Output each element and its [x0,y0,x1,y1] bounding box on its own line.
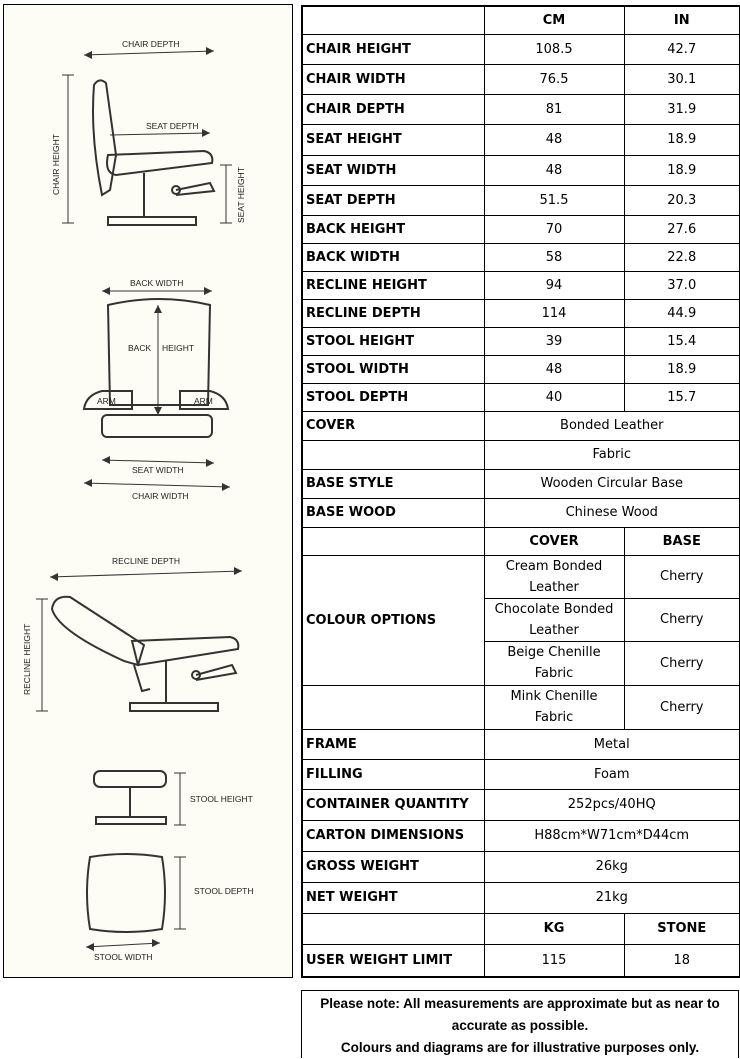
measurement-in: 15.7 [624,383,740,411]
measurement-cm: 70 [484,215,624,243]
seat-height-label: SEAT HEIGHT [236,167,246,223]
colour-cover-line1: Cream Bonded [505,558,603,574]
colour-base-cell: Cherry [624,685,740,729]
colour-cover-line2: Fabric [534,666,574,681]
spec-table [301,5,740,978]
measurement-cm: 81 [484,94,624,124]
gross-weight-value: 26kg [484,851,740,882]
frame-label: FRAME [302,729,484,759]
measurement-label: SEAT DEPTH [302,185,484,215]
measurement-in: 30.1 [624,64,740,94]
measurement-row [302,185,740,215]
colour-option-row [302,555,740,598]
stool-top-diagram [86,854,254,962]
seat-depth-label: SEAT DEPTH [146,121,199,131]
measurement-row [302,271,740,299]
carton-dimensions-label: CARTON DIMENSIONS [302,820,484,851]
measurement-in: 31.9 [624,94,740,124]
colour-cover-line1: Mink Chenille [510,689,598,704]
filling-label: FILLING [302,759,484,789]
measurement-in: 44.9 [624,299,740,327]
chair-side-diagram [51,39,246,225]
measurement-label: RECLINE DEPTH [302,299,484,327]
chair-width-label: CHAIR WIDTH [132,491,189,501]
measurement-in: 20.3 [624,185,740,215]
colour-cover-line1: Chocolate Bonded [494,601,614,617]
cover-blank [302,440,484,469]
measurement-cm: 48 [484,155,624,185]
measurement-cm: 76.5 [484,64,624,94]
measurements-body [302,34,740,411]
measurement-in: 18.9 [624,124,740,155]
measurement-row [302,34,740,64]
colour-base-cell: Cherry [624,555,740,598]
back-label: BACK [128,343,152,353]
units-header-blank [302,6,484,34]
kg-header: KG [484,913,624,944]
arm-right-label: ARM [194,396,213,406]
measurement-row [302,299,740,327]
base-style-value: Wooden Circular Base [484,469,740,498]
dimension-diagrams [3,4,293,978]
colour-cover-header: COVER [484,527,624,555]
colour-cover-cell [484,555,624,598]
measurement-label: CHAIR HEIGHT [302,34,484,64]
note-line-3: Colours and diagrams are for illustrative purposes only. [340,1040,700,1055]
measurement-row [302,243,740,271]
colour-cover-line2: Leather [529,579,579,595]
note-line-1: Please note: All measurements are approximate but as near to [320,996,720,1011]
measurement-cm: 48 [484,355,624,383]
gross-weight-label: GROSS WEIGHT [302,851,484,882]
user-weight-limit-label: USER WEIGHT LIMIT [302,944,484,977]
measurement-cm: 40 [484,383,624,411]
measurement-row [302,327,740,355]
cover-row [302,411,740,440]
weight-header-row [302,913,740,944]
cover-value-2: Fabric [484,440,740,469]
measurement-row [302,215,740,243]
chair-depth-label: CHAIR DEPTH [122,39,180,49]
frame-value: Metal [484,729,740,759]
in-header: IN [624,6,740,34]
base-style-row [302,469,740,498]
measurement-label: BACK WIDTH [302,243,484,271]
cm-header: CM [484,6,624,34]
measurement-row [302,94,740,124]
measurement-label: BACK HEIGHT [302,215,484,243]
colour-cover-cell [484,685,624,729]
stool-height-label: STOOL HEIGHT [190,794,253,804]
measurement-cm: 108.5 [484,34,624,64]
frame-row [302,729,740,759]
measurement-label: RECLINE HEIGHT [302,271,484,299]
colour-base-cell: Cherry [624,598,740,641]
measurement-in: 15.4 [624,327,740,355]
net-weight-row [302,882,740,913]
measurement-cm: 114 [484,299,624,327]
seat-width-label: SEAT WIDTH [132,465,184,475]
base-wood-label: BASE WOOD [302,498,484,527]
measurement-cm: 39 [484,327,624,355]
diagram-canvas [4,5,294,979]
measurement-label: CHAIR DEPTH [302,94,484,124]
measurement-label: SEAT WIDTH [302,155,484,185]
measurement-in: 37.0 [624,271,740,299]
colour-cover-line1: Beige Chenille [507,645,601,660]
colour-cover-line2: Fabric [534,710,574,725]
stool-depth-label: STOOL DEPTH [194,886,254,896]
colour-header-blank [302,527,484,555]
chair-recline-diagram [22,556,242,711]
carton-dimensions-value: H88cm*W71cm*D44cm [484,820,740,851]
cover-row-2 [302,440,740,469]
recline-depth-label: RECLINE DEPTH [112,556,181,566]
colour-option-row [302,685,740,729]
carton-dimensions-row [302,820,740,851]
disclaimer-note [301,990,739,1058]
cover-value-1: Bonded Leather [484,411,740,440]
net-weight-value: 21kg [484,882,740,913]
user-weight-limit-kg: 115 [484,944,624,977]
back-width-label: BACK WIDTH [130,278,184,288]
measurement-row [302,155,740,185]
measurement-cm: 48 [484,124,624,155]
chair-front-diagram [84,278,230,501]
weight-header-blank [302,913,484,944]
colour-cover-line2: Leather [529,622,579,638]
filling-value: Foam [484,759,740,789]
container-quantity-value: 252pcs/40HQ [484,789,740,820]
measurement-label: SEAT HEIGHT [302,124,484,155]
colour-options-blank [302,685,484,729]
stool-width-label: STOOL WIDTH [94,952,153,962]
cover-label: COVER [302,411,484,440]
colour-base-cell: Cherry [624,641,740,685]
user-weight-limit-stone: 18 [624,944,740,977]
colour-base-header: BASE [624,527,740,555]
stool-side-diagram [94,771,253,825]
measurement-cm: 51.5 [484,185,624,215]
measurement-in: 22.8 [624,243,740,271]
colour-cover-cell [484,598,624,641]
colour-cover-cell [484,641,624,685]
container-quantity-row [302,789,740,820]
colour-header-row [302,527,740,555]
recline-height-label: RECLINE HEIGHT [22,623,32,695]
measurement-label: STOOL WIDTH [302,355,484,383]
base-wood-value: Chinese Wood [484,498,740,527]
base-style-label: BASE STYLE [302,469,484,498]
measurement-cm: 58 [484,243,624,271]
measurement-row [302,124,740,155]
gross-weight-row [302,851,740,882]
base-wood-row [302,498,740,527]
stone-header: STONE [624,913,740,944]
height-label: HEIGHT [162,343,195,353]
chair-height-label: CHAIR HEIGHT [51,134,61,195]
net-weight-label: NET WEIGHT [302,882,484,913]
units-header-row [302,6,740,34]
measurement-in: 27.6 [624,215,740,243]
note-line-2: accurate as possible. [451,1018,589,1033]
measurement-label: STOOL DEPTH [302,383,484,411]
user-weight-limit-row [302,944,740,977]
filling-row [302,759,740,789]
colour-options-label: COLOUR OPTIONS [302,555,484,685]
measurement-label: STOOL HEIGHT [302,327,484,355]
measurement-row [302,355,740,383]
container-quantity-label: CONTAINER QUANTITY [302,789,484,820]
measurement-cm: 94 [484,271,624,299]
measurement-in: 18.9 [624,155,740,185]
measurement-row [302,383,740,411]
measurement-in: 18.9 [624,355,740,383]
measurement-row [302,64,740,94]
arm-left-label: ARM [97,396,116,406]
measurement-in: 42.7 [624,34,740,64]
measurement-label: CHAIR WIDTH [302,64,484,94]
